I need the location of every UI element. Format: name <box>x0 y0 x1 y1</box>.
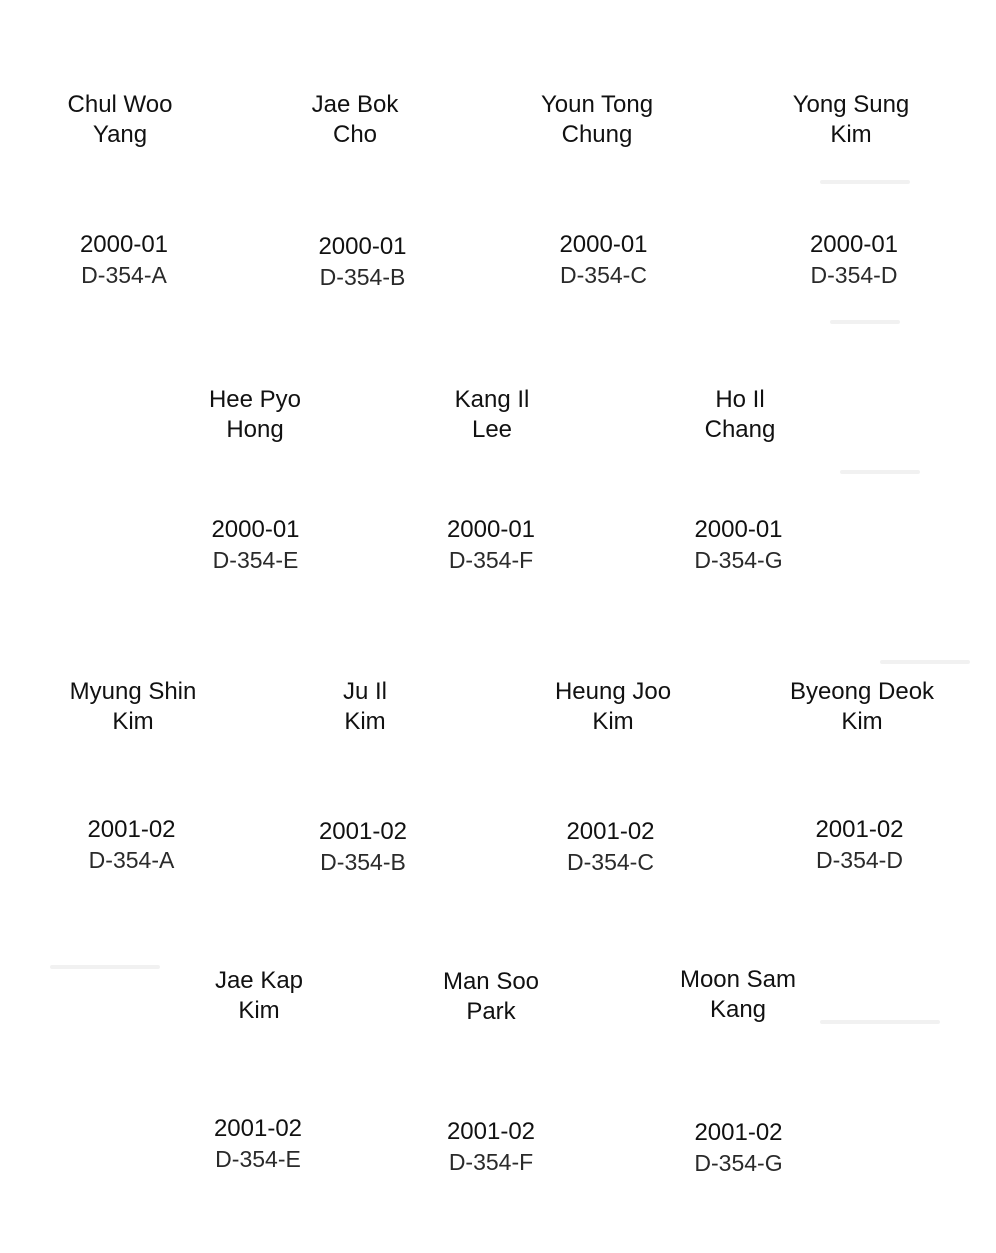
first-name: Byeong Deok <box>789 678 935 705</box>
first-name: Jae Bok <box>311 91 399 118</box>
label-meta <box>488 817 733 877</box>
first-name: Ho Il <box>715 386 765 413</box>
label-card <box>731 90 971 300</box>
student-name <box>618 965 858 1025</box>
label-meta <box>617 515 860 575</box>
label-card <box>742 677 982 887</box>
school-year: 2000-01 <box>211 516 300 543</box>
school-year: 2001-02 <box>213 1115 303 1142</box>
label-card <box>235 90 475 300</box>
last-name: Hong <box>226 416 284 443</box>
label-meta <box>137 1114 379 1174</box>
label-meta <box>250 232 475 292</box>
last-name: Park <box>466 998 516 1025</box>
last-name: Kim <box>841 708 883 735</box>
last-name: Chung <box>561 121 633 148</box>
label-card <box>477 90 717 300</box>
school-year: 2001-02 <box>318 818 408 845</box>
student-name <box>135 385 375 445</box>
label-card <box>493 677 733 887</box>
first-name: Kang Il <box>454 386 530 413</box>
school-year: 2000-01 <box>446 516 536 543</box>
course-code: D-354-E <box>212 547 299 573</box>
first-name: Man Soo <box>442 968 540 995</box>
label-meta <box>370 515 612 575</box>
student-name <box>620 385 860 445</box>
course-code: D-354-C <box>560 262 647 288</box>
course-code: D-354-F <box>448 1149 534 1175</box>
school-year: 2001-02 <box>87 816 176 843</box>
first-name: Moon Sam <box>679 966 797 993</box>
course-code: D-354-A <box>81 262 167 288</box>
student-name <box>139 966 379 1026</box>
first-name: Jae Kap <box>214 967 304 994</box>
label-meta <box>136 515 375 575</box>
school-year: 2001-02 <box>694 1119 783 1146</box>
last-name: Cho <box>332 121 378 148</box>
first-name: Chul Woo <box>67 91 173 118</box>
label-card <box>620 385 860 595</box>
course-code: D-354-D <box>810 262 898 288</box>
label-meta <box>490 230 717 290</box>
student-name <box>235 90 475 150</box>
student-name <box>372 385 612 445</box>
course-code: D-354-A <box>88 847 175 873</box>
print-through-mark <box>880 660 970 664</box>
school-year: 2000-01 <box>318 233 407 260</box>
course-code: D-354-D <box>816 847 903 873</box>
last-name: Kim <box>592 708 634 735</box>
last-name: Lee <box>471 416 513 443</box>
last-name: Kim <box>112 708 154 735</box>
school-year: 2001-02 <box>446 1118 536 1145</box>
last-name: Kang <box>709 996 767 1023</box>
course-code: D-354-F <box>448 547 534 573</box>
course-code: D-354-B <box>319 264 406 290</box>
student-name <box>477 90 717 150</box>
school-year: 2001-02 <box>566 818 655 845</box>
first-name: Myung Shin <box>69 678 197 705</box>
last-name: Kim <box>238 997 280 1024</box>
label-meta <box>241 817 485 877</box>
student-name <box>493 677 733 737</box>
label-card <box>245 677 485 887</box>
school-year: 2000-01 <box>809 231 899 258</box>
last-name: Kim <box>830 121 872 148</box>
first-name: Youn Tong <box>540 91 654 118</box>
last-name: Chang <box>704 416 776 443</box>
label-card <box>139 966 379 1176</box>
print-through-mark <box>830 320 900 324</box>
label-card <box>371 967 611 1177</box>
course-code: D-354-G <box>694 1150 783 1176</box>
student-name <box>13 677 253 737</box>
label-meta <box>619 1118 858 1178</box>
first-name: Yong Sung <box>792 91 910 118</box>
school-year: 2001-02 <box>815 816 904 843</box>
label-card <box>372 385 612 595</box>
label-meta <box>737 815 982 875</box>
school-year: 2000-01 <box>694 516 783 543</box>
last-name: Yang <box>92 121 148 148</box>
student-name <box>742 677 982 737</box>
school-year: 2000-01 <box>79 231 169 258</box>
label-meta <box>10 815 253 875</box>
label-meta <box>8 230 240 290</box>
first-name: Heung Joo <box>554 678 672 705</box>
label-card <box>13 677 253 887</box>
course-code: D-354-B <box>320 849 406 875</box>
label-meta <box>371 1117 611 1177</box>
course-code: D-354-C <box>567 849 654 875</box>
first-name: Hee Pyo <box>208 386 302 413</box>
student-name <box>245 677 485 737</box>
student-name <box>731 90 971 150</box>
label-card <box>0 90 240 300</box>
last-name: Kim <box>344 708 386 735</box>
course-code: D-354-G <box>694 547 783 573</box>
course-code: D-354-E <box>215 1146 301 1172</box>
student-name <box>371 967 611 1027</box>
label-card <box>618 965 858 1175</box>
label-card <box>135 385 375 595</box>
student-name <box>0 90 240 150</box>
label-meta <box>737 230 971 290</box>
school-year: 2000-01 <box>559 231 648 258</box>
first-name: Ju Il <box>342 678 387 705</box>
